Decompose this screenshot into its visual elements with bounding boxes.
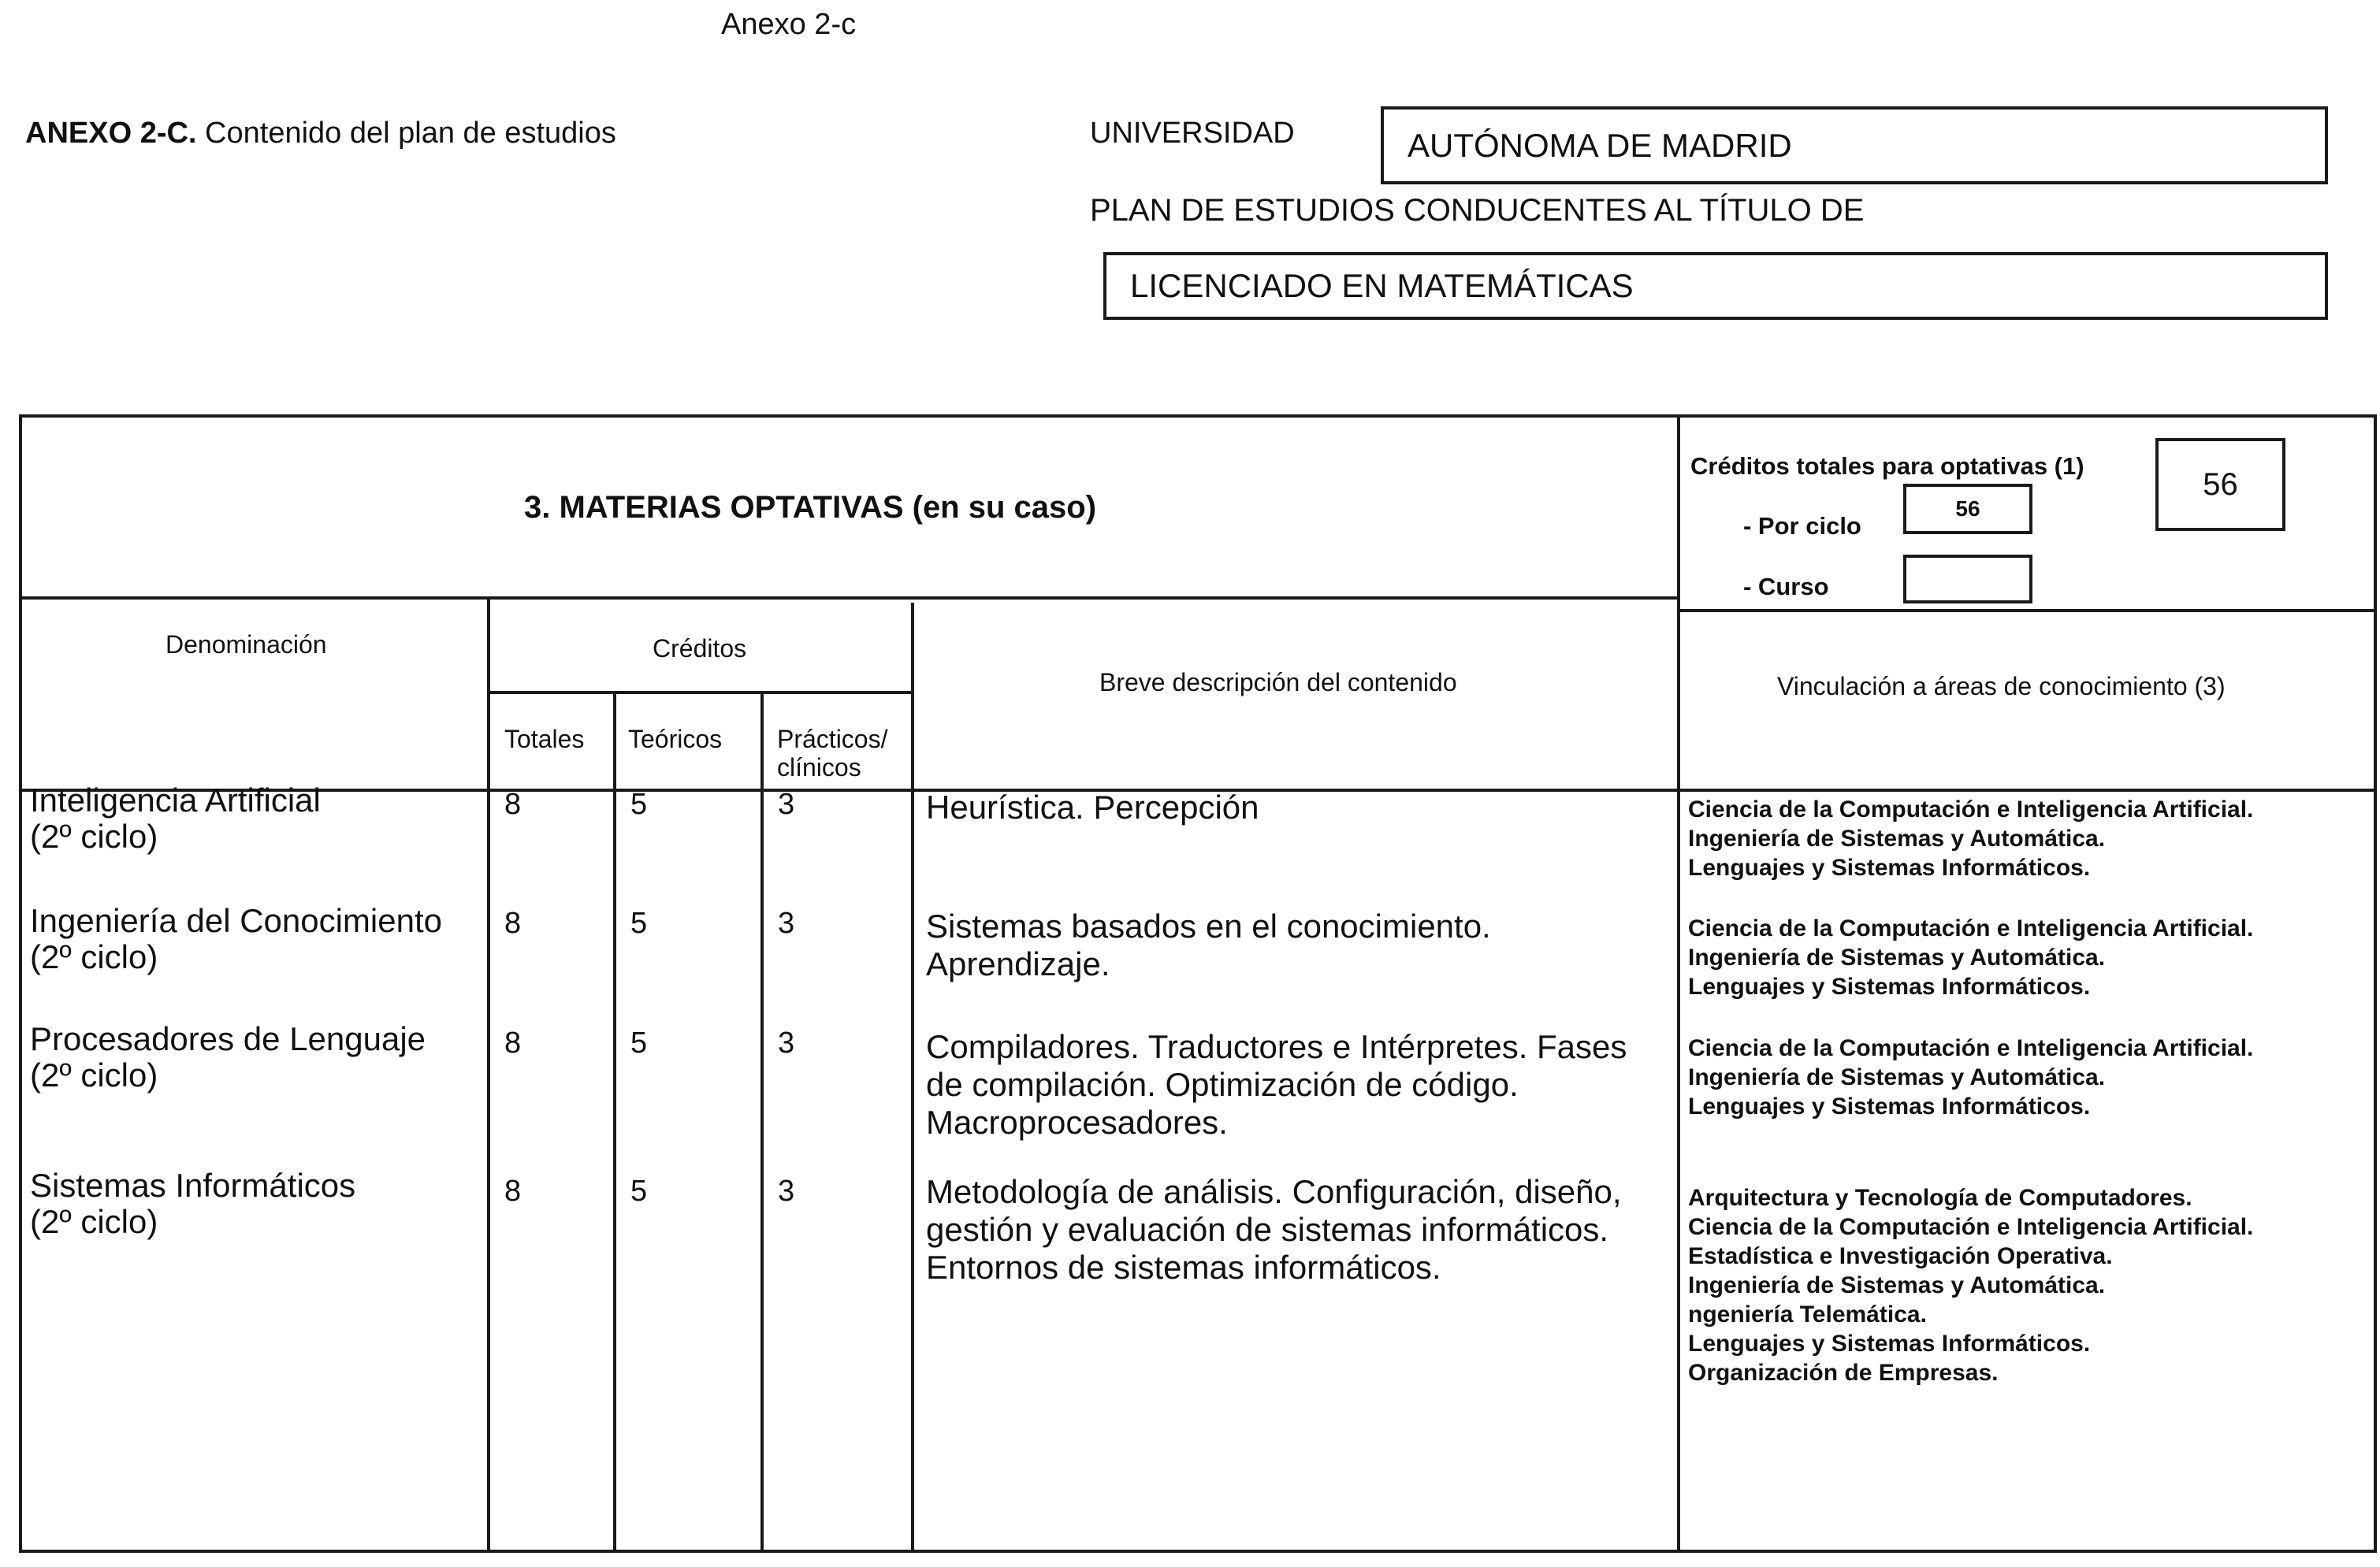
row-3-areas: Ciencia de la Computación e Inteligencia Artificial. Ingeniería de Sistemas y Automática. Lenguajes y Sistemas Informáticos. bbox=[1688, 1035, 2254, 1120]
degree-box bbox=[1103, 252, 2328, 320]
row-4-teoricos: 5 bbox=[630, 1175, 648, 1208]
divider-denominacion bbox=[487, 596, 490, 1553]
table-bottom-border bbox=[19, 1550, 2377, 1553]
plan-label: PLAN DE ESTUDIOS CONDUCENTES AL TÍTULO DE bbox=[1090, 193, 1865, 228]
row-1-totales: 8 bbox=[504, 788, 522, 821]
row-1-descripcion: Heurística. Percepción bbox=[926, 789, 1259, 826]
divider-practicos bbox=[911, 603, 914, 1553]
row-4-name: Sistemas Informáticos (2º ciclo) bbox=[30, 1167, 356, 1240]
university-label: UNIVERSIDAD bbox=[1090, 117, 1295, 150]
per-cycle-value: 56 bbox=[1955, 496, 1980, 521]
table-left-border bbox=[19, 414, 22, 1553]
annex-subtitle: Contenido del plan de estudios bbox=[205, 117, 616, 150]
header-practicos: Prácticos/ clínicos bbox=[777, 725, 888, 782]
header-teoricos: Teóricos bbox=[628, 725, 723, 753]
credits-total-box bbox=[2155, 438, 2285, 531]
header-totales: Totales bbox=[504, 725, 585, 753]
annex-title bbox=[25, 117, 616, 150]
header-separator-right bbox=[1677, 609, 2377, 612]
row-2-areas: Ciencia de la Computación e Inteligencia Artificial. Ingeniería de Sistemas y Automática. Lenguajes y Sistemas Informáticos. bbox=[1688, 915, 2254, 1000]
credits-total-label: Créditos totales para optativas (1) bbox=[1690, 452, 2084, 480]
header-descripcion: Breve descripción del contenido bbox=[1099, 668, 1457, 696]
row-4-areas: Arquitectura y Tecnología de Computadores. Ciencia de la Computación e Inteligencia Artificial. Estadística e Investigación Operativa. Ingeniería de Sistemas y Automática. ngeniería Telemática. Lenguajes y Sistemas Informáticos. Organización de Empresas. bbox=[1688, 1185, 2254, 1386]
degree-name: LICENCIADO EN MATEMÁTICAS bbox=[1130, 267, 1634, 304]
row-2-totales: 8 bbox=[504, 907, 522, 940]
header-creditos: Créditos bbox=[653, 634, 747, 663]
header-separator bbox=[19, 596, 1680, 600]
table-top-border bbox=[19, 414, 2377, 418]
divider-totales bbox=[613, 693, 616, 1553]
creditos-subheader-line bbox=[487, 691, 914, 694]
row-1-areas: Ciencia de la Computación e Inteligencia Artificial. Ingeniería de Sistemas y Automática. Lenguajes y Sistemas Informáticos. bbox=[1688, 796, 2254, 881]
credits-total-value: 56 bbox=[2203, 466, 2238, 502]
row-1-practicos: 3 bbox=[778, 788, 795, 821]
row-4-practicos: 3 bbox=[778, 1175, 795, 1208]
row-4-totales: 8 bbox=[504, 1175, 522, 1208]
divider-areas bbox=[1677, 414, 1680, 1553]
divider-teoricos bbox=[760, 693, 764, 1553]
row-3-totales: 8 bbox=[504, 1027, 522, 1060]
per-cycle-box bbox=[1903, 484, 2032, 534]
row-2-teoricos: 5 bbox=[630, 907, 648, 940]
row-2-name: Ingeniería del Conocimiento (2º ciclo) bbox=[30, 902, 442, 975]
row-1-teoricos: 5 bbox=[630, 788, 648, 821]
row-2-descripcion: Sistemas basados en el conocimiento. Aprendizaje. bbox=[926, 908, 1491, 982]
section-title: 3. MATERIAS OPTATIVAS (en su caso) bbox=[524, 490, 1097, 525]
row-4-descripcion: Metodología de análisis. Configuración, diseño, gestión y evaluación de sistemas informáticos. Entornos de sistemas informáticos. bbox=[926, 1173, 1622, 1286]
row-2-practicos: 3 bbox=[778, 907, 795, 940]
row-3-descripcion: Compiladores. Traductores e Intérpretes. Fases de compilación. Optimización de código. Macroprocesadores. bbox=[926, 1028, 1627, 1141]
university-name: AUTÓNOMA DE MADRID bbox=[1408, 126, 1792, 164]
top-label: Anexo 2-c bbox=[721, 8, 857, 41]
course-label: - Curso bbox=[1743, 573, 1829, 600]
row-3-practicos: 3 bbox=[778, 1027, 795, 1060]
university-name-box bbox=[1381, 106, 2328, 184]
row-3-name: Procesadores de Lenguaje (2º ciclo) bbox=[30, 1020, 426, 1094]
header-vinculacion: Vinculación a áreas de conocimiento (3) bbox=[1777, 672, 2226, 700]
row-1-name: Inteligencia Artificial (2º ciclo) bbox=[30, 782, 321, 855]
header-denominacion: Denominación bbox=[165, 630, 327, 659]
course-box bbox=[1903, 555, 2032, 603]
table-right-border bbox=[2374, 414, 2377, 1553]
annex-prefix: ANEXO 2-C. bbox=[25, 117, 197, 150]
per-cycle-label: - Por ciclo bbox=[1743, 512, 1861, 540]
row-3-teoricos: 5 bbox=[630, 1027, 648, 1060]
